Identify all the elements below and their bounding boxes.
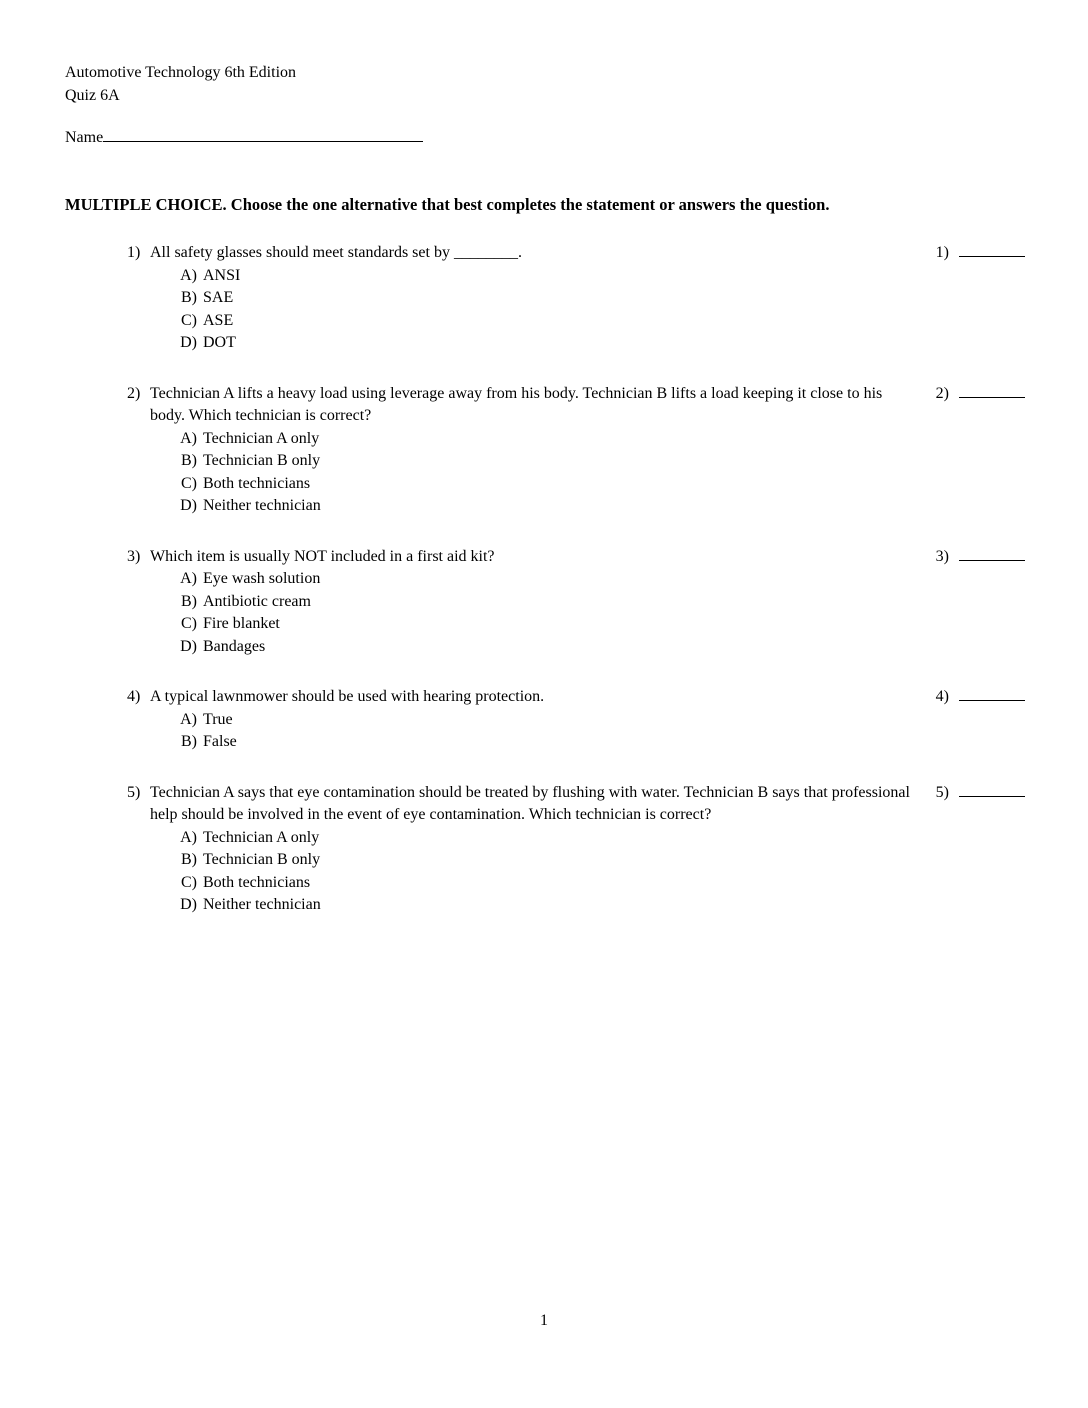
answer-option (175, 450, 915, 473)
answer-option (175, 265, 915, 288)
option-text: Both technicians (203, 873, 311, 891)
option-letter: C) (181, 474, 197, 492)
answer-number: 1) (935, 244, 949, 261)
answer-blank-line (959, 782, 1025, 797)
option-text: DOT (203, 334, 236, 351)
question-number: 1) (127, 244, 141, 261)
question-number: 2) (127, 384, 141, 402)
answer-option (175, 894, 915, 917)
question-text: Technician A says that eye contamination should be treated by flushing with water. Technician B says that professional help should be involved in the event of eye contamination. Which technician is correct? (150, 783, 910, 823)
question-options (175, 827, 915, 917)
option-letter: C) (181, 873, 197, 891)
answer-blank-line (959, 686, 1025, 701)
question-number: 5) (127, 783, 141, 801)
answer-option (175, 731, 915, 754)
question-left (127, 546, 915, 659)
option-text: Eye wash solution (203, 570, 321, 587)
question-left (127, 782, 915, 917)
option-text: Neither technician (203, 497, 321, 514)
answer-option (175, 428, 915, 451)
option-letter: A) (180, 710, 197, 728)
option-letter: A) (180, 266, 197, 284)
answer-option (175, 287, 915, 310)
question-text: Which item is usually NOT included in a first aid kit? (150, 547, 495, 565)
answer-option (175, 591, 915, 614)
question-text: A typical lawnmower should be used with hearing protection. (150, 688, 545, 705)
option-text: Bandages (203, 637, 266, 655)
answer-option (175, 613, 915, 636)
answer-option (175, 849, 915, 872)
name-label: Name (65, 129, 104, 146)
option-letter: A) (180, 429, 197, 447)
question (127, 546, 1025, 659)
question-body (150, 686, 915, 754)
question-body (150, 546, 915, 659)
question-number: 3) (127, 547, 141, 565)
answer-blank-line (959, 242, 1025, 257)
question-text: Technician A lifts a heavy load using leverage away from his body. Technician B lifts a load keeping it close to his body. Which technician is correct? (150, 384, 883, 424)
answer-number: 2) (935, 384, 949, 402)
option-letter: C) (181, 615, 197, 632)
question-body (150, 782, 915, 917)
option-letter: C) (181, 311, 197, 329)
option-text: ASE (203, 311, 234, 329)
option-letter: D) (180, 637, 197, 655)
answer-option (175, 827, 915, 850)
option-letter: B) (181, 592, 197, 610)
option-letter: B) (181, 851, 197, 868)
question (127, 242, 1025, 355)
answer-option (175, 568, 915, 591)
option-letter: A) (180, 828, 197, 846)
question-options (175, 428, 915, 518)
answer-number: 5) (935, 783, 949, 801)
option-text: Technician A only (203, 429, 320, 447)
questions-list (127, 242, 1025, 917)
question (127, 686, 1025, 754)
question (127, 383, 1025, 518)
answer-option (175, 872, 915, 895)
question-answer-area (936, 546, 1025, 569)
answer-blank-line (959, 546, 1025, 561)
option-letter: D) (180, 896, 197, 913)
option-text: True (203, 710, 233, 728)
option-text: Technician A only (203, 828, 320, 846)
question-options (175, 568, 915, 658)
question-body (150, 383, 915, 518)
instructions-heading: MULTIPLE CHOICE. Choose the one alternative that best completes the statement or answers the question. (65, 194, 830, 214)
quiz-title: Quiz 6A (65, 86, 120, 104)
option-letter: B) (181, 452, 197, 469)
page-number: 1 (540, 1311, 548, 1329)
question-answer-area (936, 686, 1025, 709)
question-body (150, 242, 915, 355)
answer-option (175, 332, 915, 355)
question-left (127, 242, 915, 355)
option-letter: D) (180, 334, 197, 351)
answer-number: 3) (935, 547, 949, 565)
option-text: ANSI (203, 266, 241, 284)
question-text: All safety glasses should meet standards set by ________. (150, 244, 522, 261)
question-answer-area (936, 383, 1025, 406)
option-text: Technician B only (203, 452, 321, 469)
option-text: False (203, 733, 237, 750)
answer-number: 4) (935, 688, 949, 705)
option-letter: A) (180, 570, 197, 587)
answer-option (175, 709, 915, 732)
option-text: Antibiotic cream (203, 592, 311, 610)
question-left (127, 383, 915, 518)
question-answer-area (936, 242, 1025, 265)
question-number: 4) (127, 688, 141, 705)
question-options (175, 265, 915, 355)
option-text: Both technicians (203, 474, 311, 492)
option-text: Technician B only (203, 851, 321, 868)
answer-option (175, 310, 915, 333)
option-letter: D) (180, 497, 197, 514)
answer-blank-line (959, 383, 1025, 398)
option-text: Neither technician (203, 896, 321, 913)
option-letter: B) (181, 733, 197, 750)
option-letter: B) (181, 289, 197, 306)
name-row (65, 127, 1025, 150)
answer-option (175, 636, 915, 659)
option-text: Fire blanket (203, 615, 280, 632)
answer-option (175, 495, 915, 518)
question (127, 782, 1025, 917)
option-text: SAE (203, 289, 234, 306)
document-header (65, 62, 1025, 107)
question-answer-area (936, 782, 1025, 805)
course-title: Automotive Technology 6th Edition (65, 64, 297, 81)
question-left (127, 686, 915, 754)
answer-option (175, 473, 915, 496)
question-options (175, 709, 915, 754)
name-blank-line (103, 127, 423, 142)
